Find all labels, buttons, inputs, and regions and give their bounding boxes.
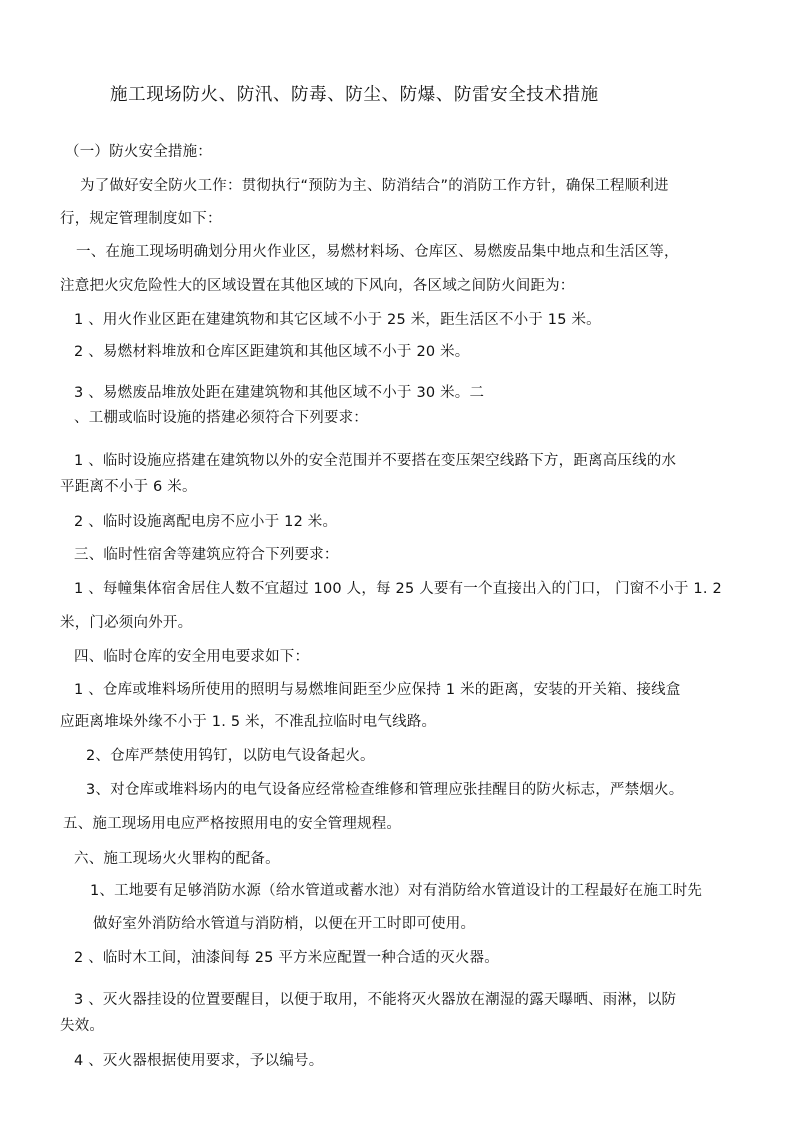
paragraph-line: 、工棚或临时设施的搭建必须符合下列要求： xyxy=(74,410,368,426)
list-item: 3 、灭火器挂设的位置要醒目，以便于取用，不能将灭火器放在潮湿的露天曝晒、雨淋，以防 xyxy=(74,992,677,1008)
list-item: 1 、每幢集体宿舍居住人数不宜超过 100 人，每 25 人要有一个直接出入的门口， 门窗不小于 1. 2 xyxy=(74,581,722,597)
list-item: 1 、仓库或堆料场所使用的照明与易燃堆间距至少应保持 1 米的距离，安装的开关箱、接线盒 xyxy=(74,682,681,698)
list-item: 3、对仓库或堆料场内的电气设备应经常检查维修和管理应张挂醒目的防火标志，严禁烟火。 xyxy=(86,782,684,798)
paragraph-line: 失效。 xyxy=(60,1018,105,1034)
list-item: 1 、用火作业区距在建建筑物和其它区域不小于 25 米，距生活区不小于 15 米。 xyxy=(74,312,601,328)
list-item: 1 、临时设施应搭建在建筑物以外的安全范围并不要搭在变压架空线路下方，距离高压线的水 xyxy=(74,453,677,469)
paragraph-line: 米，门必须向外开。 xyxy=(60,615,193,631)
section-heading: 三、临时性宿舍等建筑应符合下列要求： xyxy=(74,547,339,563)
list-item: 2、仓库严禁使用钨钉，以防电气设备起火。 xyxy=(86,748,375,764)
list-item: 3 、易燃废品堆放处距在建建筑物和其他区域不小于 30 米。二 xyxy=(74,385,485,401)
list-item: 2 、易燃材料堆放和仓库区距建筑和其他区域不小于 20 米。 xyxy=(74,344,470,360)
paragraph-line: 应距离堆垛外缘不小于 1. 5 米，不准乱拉临时电气线路。 xyxy=(60,714,437,730)
list-item: 2 、临时设施离配电房不应小于 12 米。 xyxy=(74,514,338,530)
document-title: 施工现场防火、防汛、防毒、防尘、防爆、防雷安全技术措施 xyxy=(110,85,599,105)
paragraph-line: 为了做好安全防火工作：贯彻执行“预防为主、防消结合”的消防工作方针，确保工程顺利进 xyxy=(80,178,669,194)
list-item: 2 、临时木工间，油漆间每 25 平方米应配置一种合适的灭火器。 xyxy=(74,950,499,966)
section-heading: 四、临时仓库的安全用电要求如下： xyxy=(74,649,310,665)
paragraph-line: 注意把火灾危险性大的区域设置在其他区域的下风向，各区域之间防火间距为： xyxy=(60,278,575,294)
section-heading-fire: （一）防火安全措施： xyxy=(65,144,212,160)
paragraph-line: 行，规定管理制度如下： xyxy=(60,211,222,227)
section-heading: 六、施工现场火火罪构的配备。 xyxy=(74,851,280,867)
paragraph-line: 平距离不小于 6 米。 xyxy=(60,479,197,495)
list-item: 1、工地要有足够消防水源（给水管道或蓄水池）对有消防给水管道设计的工程最好在施工时先 xyxy=(90,883,703,899)
section-heading: 五、施工现场用电应严格按照用电的安全管理规程。 xyxy=(63,816,402,832)
paragraph-line: 一、在施工现场明确划分用火作业区，易燃材料场、仓库区、易燃废品集中地点和生活区等， xyxy=(76,244,679,260)
list-item: 4 、灭火器根据使用要求，予以编号。 xyxy=(74,1053,324,1069)
paragraph-line: 做好室外消防给水管道与消防梢，以便在开工时即可使用。 xyxy=(93,916,476,932)
